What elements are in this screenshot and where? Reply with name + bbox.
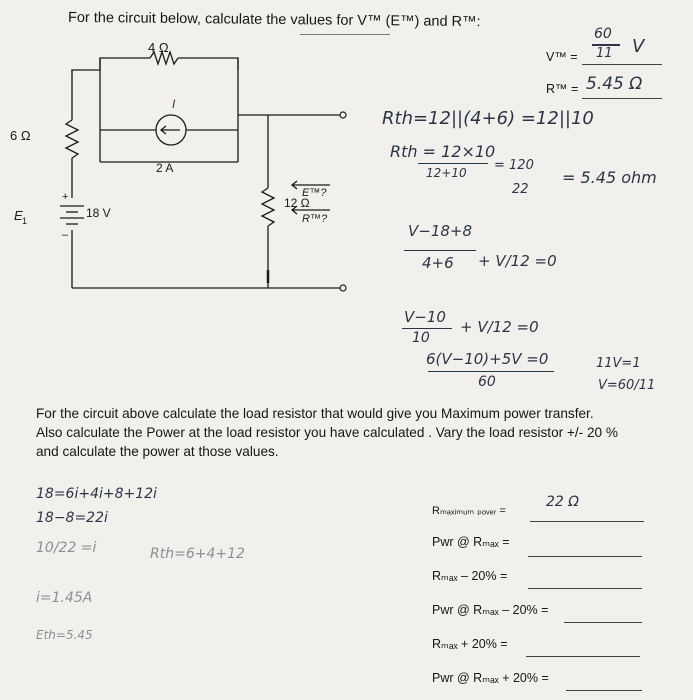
r1-label: 4 Ω	[148, 40, 169, 55]
answer-pwr-rmax-label: Pwr @ Rₘₐₓ =	[432, 535, 510, 549]
work1-fraction-bar-2	[404, 250, 476, 251]
work1-line1: Rth=12||(4+6) =12||10	[382, 108, 594, 129]
problem2-text	[36, 404, 676, 461]
work1-line5-numerator: V−10	[404, 308, 446, 326]
vth-answer-unit: V	[632, 36, 645, 57]
source-voltage-label: 18 V	[86, 206, 111, 220]
output-terminal-bottom	[340, 285, 346, 291]
work1-line2-denominator2: 22	[512, 182, 529, 197]
work1-line5-rest: + V/12 =0	[460, 318, 539, 336]
answer-pwr-rmax-minus-label: Pwr @ Rₘₐₓ – 20% =	[432, 603, 549, 617]
work1-fraction-bar	[418, 163, 488, 164]
current-source-label: 2 A	[156, 161, 174, 175]
battery-plus-label: +	[62, 191, 69, 203]
answer-rmax-plus-label: Rₘₐₓ + 20% =	[432, 637, 508, 651]
answer-pwr-rmax-plus-line	[566, 690, 642, 691]
work2-line1: 18=6i+4i+8+12i	[36, 486, 157, 502]
source-subscript-label: 1	[22, 216, 28, 226]
vth-label: V™ =	[546, 50, 578, 64]
vth-answer-denominator: 11	[596, 46, 613, 61]
work1-line6: 6(V−10)+5V =0	[426, 350, 549, 368]
source-name-label: E	[14, 208, 23, 223]
top-right-wire	[178, 58, 238, 70]
current-annotation: I	[172, 97, 176, 111]
answer-rmax-value: 22 Ω	[546, 494, 579, 510]
vth-answer-numerator: 60	[594, 26, 612, 42]
problem2-line2: Also calculate the Power at the load resistor you have calculated . Vary the load resistor +/- 20 %	[36, 425, 618, 440]
work2-side: Rth=6+4+12	[150, 546, 245, 562]
work2-line4: i=1.45A	[36, 590, 93, 606]
work2-line2: 18−8=22i	[36, 510, 108, 526]
top-left-wire	[72, 58, 150, 73]
work2-line3: 10/22 =i	[36, 540, 97, 556]
work1-fraction-bar-4	[428, 371, 554, 372]
r3-label: 12 Ω	[284, 196, 310, 210]
work1-line4-rest: + V/12 =0	[478, 252, 557, 270]
answer-pwr-rmax-plus-label: Pwr @ Rₘₐₓ + 20% =	[432, 671, 549, 685]
output-terminal-top	[340, 112, 346, 118]
problem2-line3: and calculate the power at those values.	[36, 444, 279, 459]
answer-pwr-rmax-line	[528, 556, 642, 557]
work1-line5-denominator: 10	[412, 330, 430, 346]
work1-line2: Rth = 12×10	[390, 142, 496, 161]
work1-line7: 11V=1	[596, 356, 641, 371]
rth-circuit-label: R™?	[302, 213, 328, 225]
eth-label: E™?	[302, 187, 327, 199]
work1-line3: V−18+8	[408, 222, 473, 240]
answer-rmax-minus-line	[528, 588, 642, 589]
work1-line4-denominator: 4+6	[422, 254, 454, 272]
answer-pwr-rmax-minus-line	[564, 622, 642, 623]
work2-line5: Eth=5.45	[36, 628, 93, 642]
work1-fraction-bar-3	[402, 328, 452, 329]
resistor-6ohm-symbol	[66, 120, 78, 158]
resistor-12ohm-symbol	[262, 188, 274, 226]
answer-rmax-minus-label: Rₘₐₓ – 20% =	[432, 569, 508, 583]
work1-line8: V=60/11	[598, 378, 656, 393]
r2-label: 6 Ω	[10, 128, 31, 143]
work1-line6-denominator: 60	[478, 374, 496, 390]
battery-minus-label: –	[62, 229, 69, 241]
work1-line2-equals: = 120	[494, 158, 534, 173]
work1-line2-denominator: 12+10	[426, 166, 467, 180]
answer-rmax-plus-line	[526, 656, 640, 657]
answer-rmax-label: Rₘₐₓᵢₘᵤₘ ₚₒᵥₑᵣ =	[432, 505, 506, 517]
problem1-title: For the circuit below, calculate the values for V™ (E™) and R™:	[67, 9, 481, 31]
rth-label: R™ =	[546, 82, 579, 96]
rth-answer: 5.45 Ω	[586, 74, 643, 94]
work1-line2-result: = 5.45 ohm	[562, 168, 657, 187]
answer-rmax-line	[530, 521, 644, 522]
problem2-line1: For the circuit above calculate the load resistor that would give you Maximum power transfer.	[36, 406, 594, 421]
